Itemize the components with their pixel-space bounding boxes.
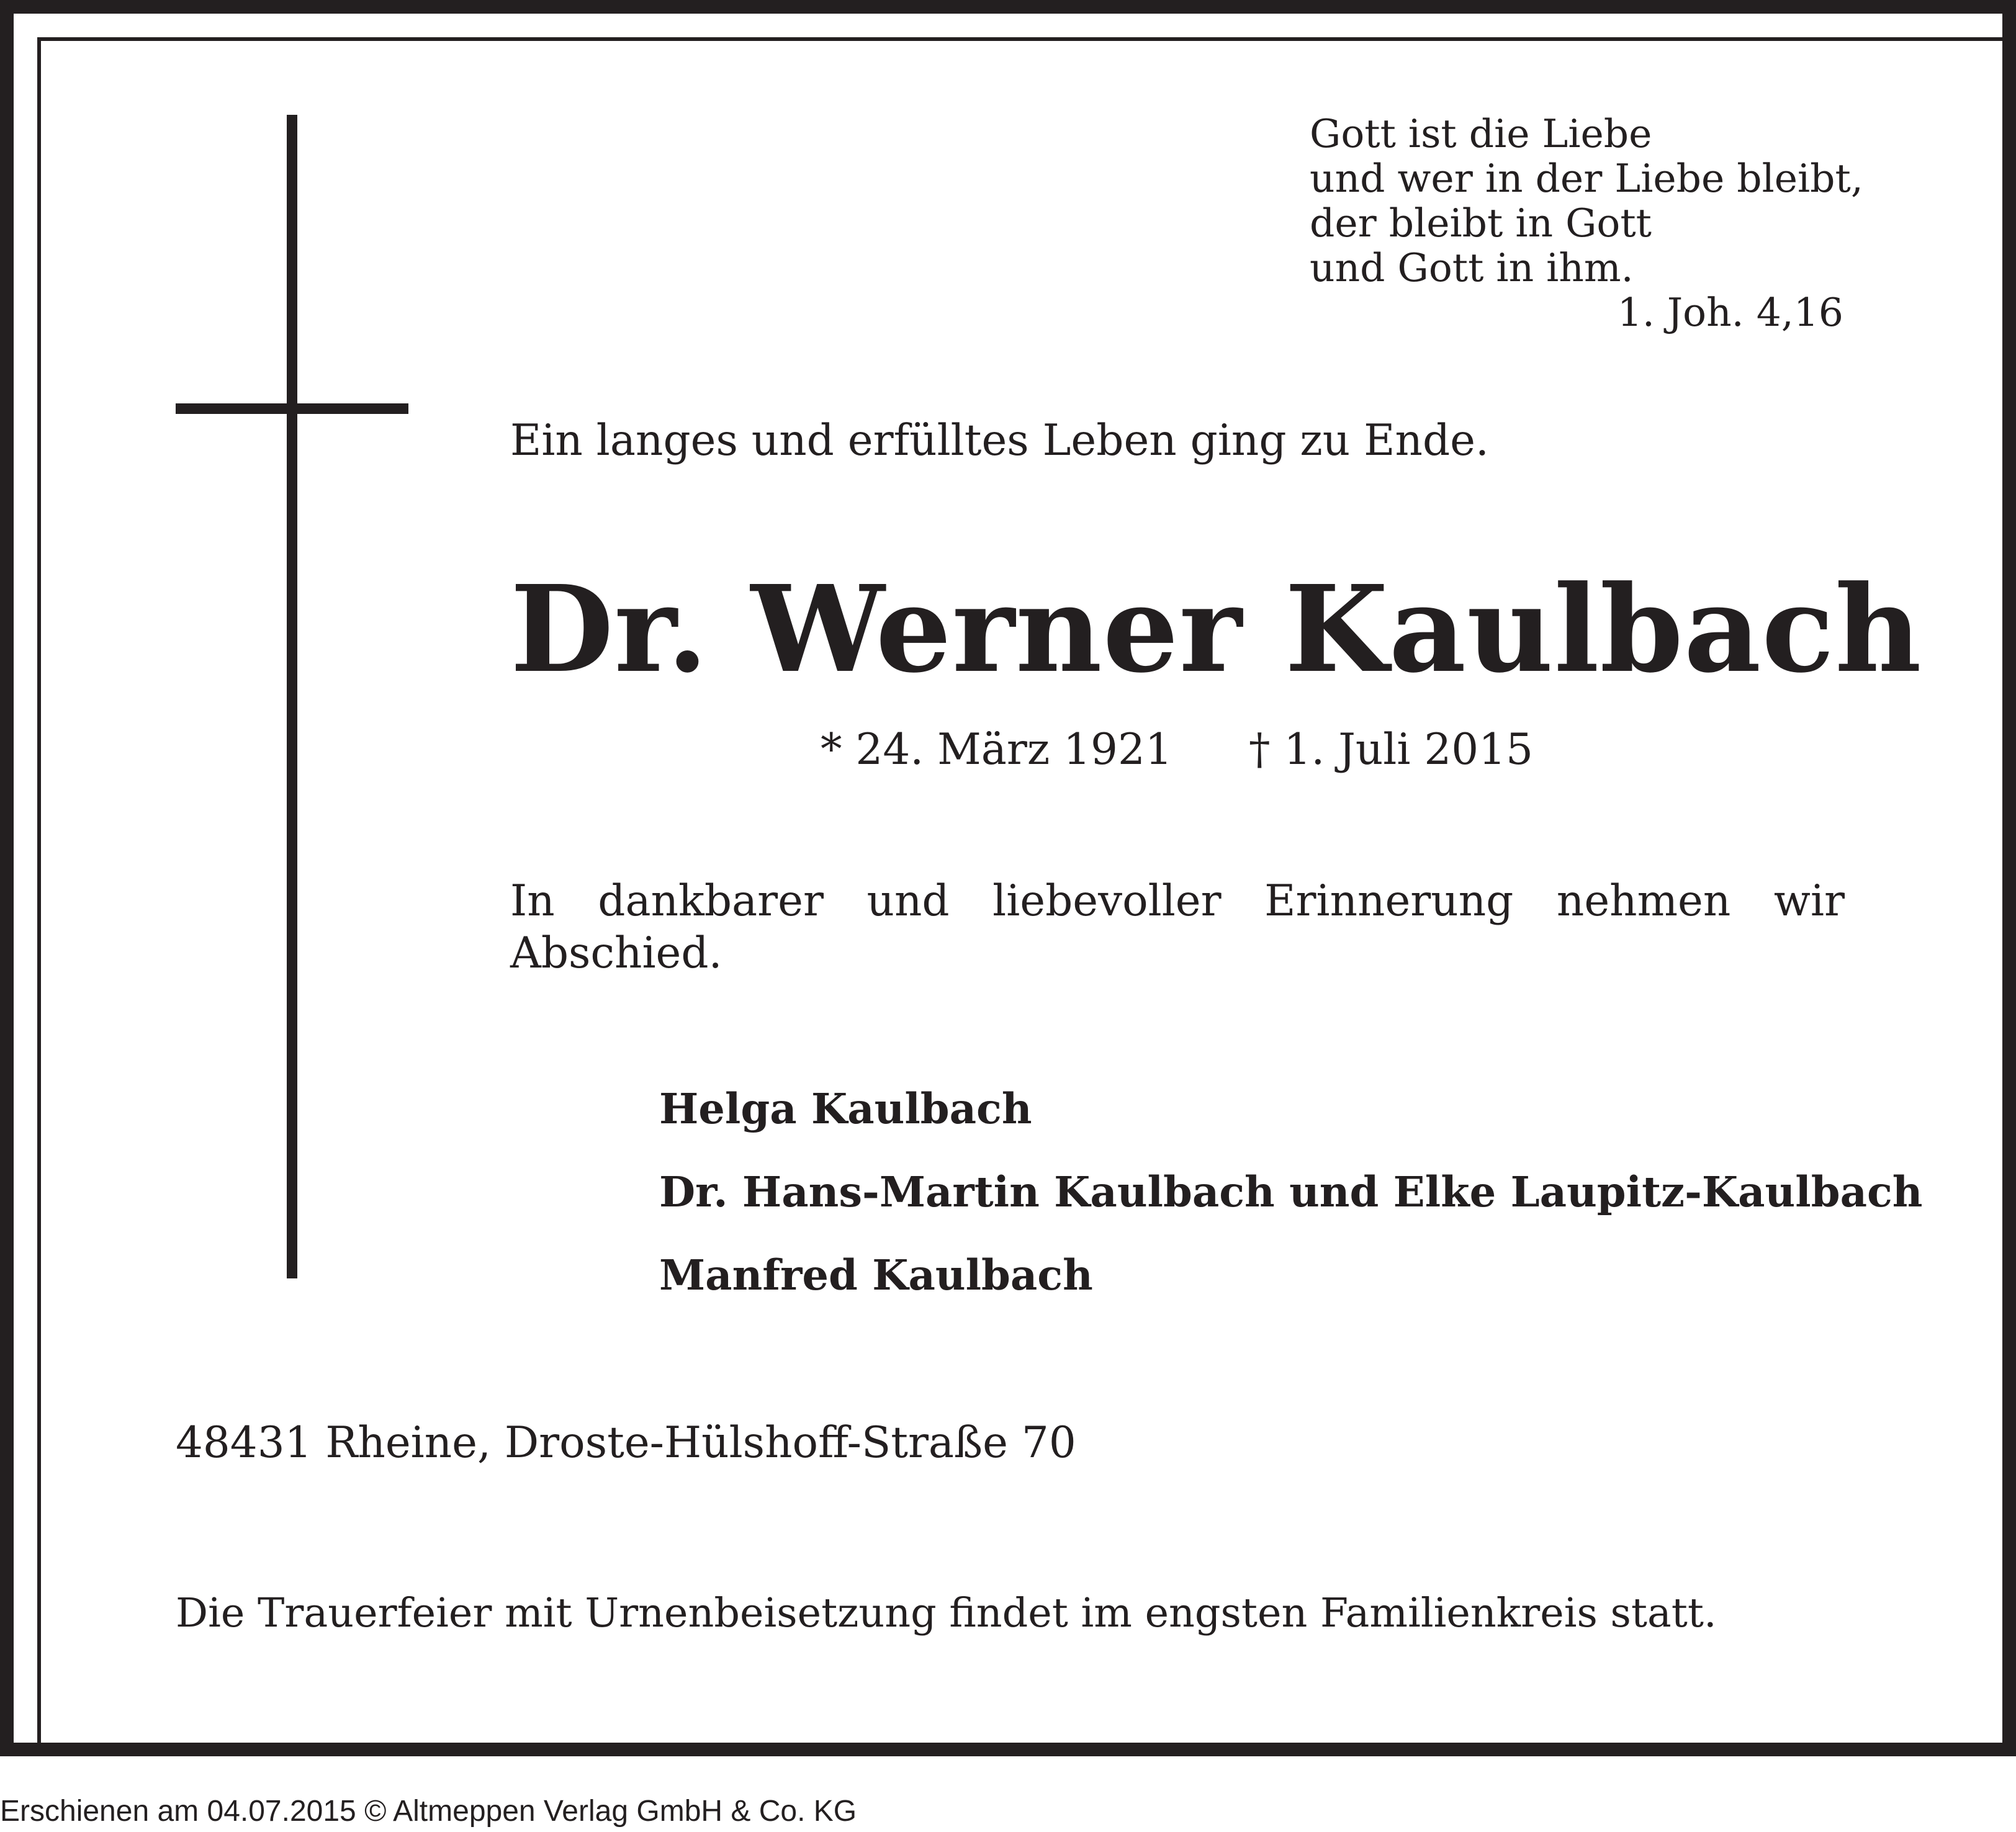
mourner-name: Manfred Kaulbach [659,1251,1093,1300]
farewell-text: In dankbarer und liebevoller Erinnerung nehmen wir Abschied. [510,876,1845,978]
verse-line: der bleibt in Gott [1310,200,1652,246]
death-date: † 1. Juli 2015 [1249,725,1533,775]
cross-icon-horizontal-bar [176,403,408,414]
birth-date: * 24. März 1921 [821,725,1172,775]
mourner-name: Helga Kaulbach [659,1084,1032,1133]
verse-line: und Gott in ihm. [1310,245,1634,290]
verse-reference: 1. Joh. 4,16 [1617,290,1843,335]
intro-text: Ein langes und erfülltes Leben ging zu Ende. [510,416,1489,465]
verse-line: Gott ist die Liebe [1310,111,1652,156]
mourner-name: Dr. Hans-Martin Kaulbach und Elke Laupitz-Kaulbach [659,1167,1923,1216]
bible-verse [1310,111,1863,335]
verse-line: und wer in der Liebe bleibt, [1310,156,1863,201]
cross-icon-vertical-bar [287,115,297,1278]
publication-footer: Erschienen am 04.07.2015 © Altmeppen Verlag GmbH & Co. KG [0,1795,857,1828]
family-address: 48431 Rheine, Droste-Hülshoff-Straße 70 [176,1418,1076,1468]
mourners-list [659,1067,1923,1317]
deceased-name: Dr. Werner Kaulbach [510,560,1922,699]
ceremony-note: Die Trauerfeier mit Urnenbeisetzung findet im engsten Familienkreis statt. [176,1590,1717,1637]
life-dates [821,722,1533,778]
